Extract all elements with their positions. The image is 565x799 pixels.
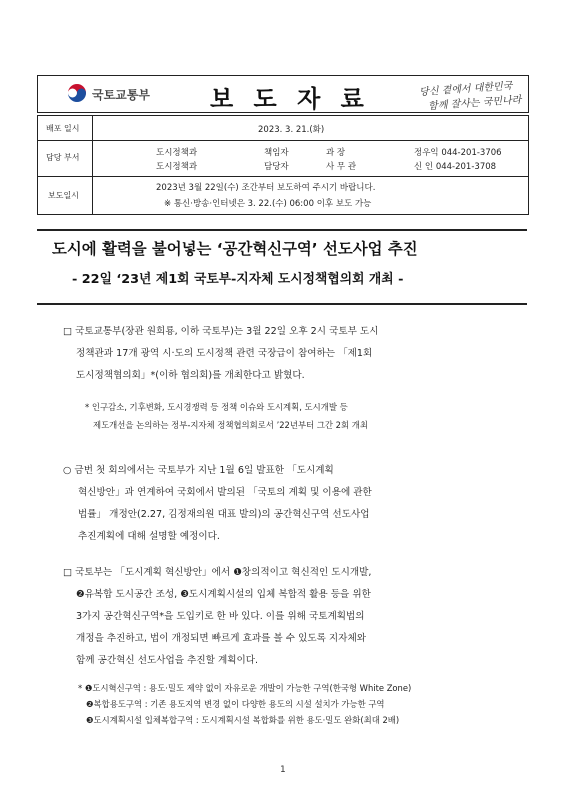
headline-subtitle: - 22일 ‘23년 제1회 국토부-지자체 도시정책협의회 개최 - <box>72 272 404 287</box>
dept2: 도시정책과 <box>156 162 198 172</box>
headline-title: 도시에 활력을 불어넣는 ‘공간혁신구역’ 선도사업 추진 <box>52 240 418 258</box>
slogan-line2: 함께 잘사는 국민나라 <box>427 94 522 113</box>
report-label: 보도일시 <box>48 191 79 200</box>
page-title: 보 도 자 료 <box>210 85 370 113</box>
name2: 사 무 관 <box>326 162 357 172</box>
paragraph-2-line2: ❷유복합 도시공간 조성, ❸도시계획시설의 입체 복합적 활용 등을 위한 <box>76 589 371 600</box>
footnote-2: ❷복합용도구역 : 기존 용도지역 변경 없이 다양한 용도의 시설 설치가 가능한 구역 <box>86 699 385 709</box>
name1: 과 장 <box>326 148 346 158</box>
report-line1: 2023년 3월 22일(수) 조간부터 보도하여 주시기 바랍니다. <box>156 183 376 193</box>
paragraph-1-line2: 정책관과 17개 광역 시·도의 도시정책 관련 국장급이 참여하는 「제1회 <box>76 348 373 359</box>
contact1: 정우익 044-201-3706 <box>414 148 502 158</box>
date-label: 배포 일시 <box>46 124 80 133</box>
note-1-line1: * 인구감소, 기후변화, 도시경쟁력 등 정책 이슈와 도시계획, 도시개발 등 <box>85 402 348 412</box>
bullet-1-line4: 추진계획에 대해 설명할 예정이다. <box>78 531 220 542</box>
ministry-logo-icon <box>66 82 88 104</box>
bullet-1-line2: 혁신방안」과 연계하여 국회에서 발의된 「국토의 계획 및 이용에 관한 <box>78 487 372 498</box>
dept-label: 담당 부서 <box>46 153 80 162</box>
note-1-line2: 제도개선을 논의하는 정부-지자체 정책협의회로서 ’22년부터 그간 2회 개최 <box>93 420 368 430</box>
paragraph-2-line5: 함께 공간혁신 선도사업을 추진할 계획이다. <box>76 655 259 666</box>
report-line2: ※ 통신·방송·인터넷은 3. 22.(수) 06:00 이후 보도 가능 <box>164 199 372 209</box>
bullet-1-line3: 법률」 개정안(2.27, 김정재의원 대표 발의)의 공간혁신구역 선도사업 <box>78 509 370 520</box>
dept1: 도시정책과 <box>156 148 198 158</box>
footnote-1: * ❶도시혁신구역 : 용도·밀도 제약 없이 자유로운 개발이 가능한 구역(한국형 White Zone) <box>78 683 412 693</box>
role1: 책임자 <box>264 148 289 158</box>
ministry-name: 국토교통부 <box>92 88 150 102</box>
paragraph-2-line3: 3가지 공간혁신구역*을 도입키로 한 바 있다. 이를 위해 국토계획법의 <box>76 611 365 622</box>
contact2: 신 인 044-201-3708 <box>414 162 497 172</box>
paragraph-1-line1: □ 국토교통부(장관 원희룡, 이하 국토부)는 3월 22일 오후 2시 국토부 도시 <box>63 326 379 337</box>
paragraph-2-line4: 개정을 추진하고, 법이 개정되면 빠르게 효과를 볼 수 있도록 지자체와 <box>76 633 366 644</box>
footnote-3: ❸도시계획시설 입체복합구역 : 도시계획시설 복합화를 위한 용도·밀도 완화(최대 2배) <box>86 715 400 725</box>
bullet-1-line1: ○ 금번 첫 회의에서는 국토부가 지난 1월 6일 발표한 「도시계획 <box>63 465 334 476</box>
role2: 담당자 <box>264 162 289 172</box>
paragraph-1-line3: 도시정책협의회」*(이하 협의회)를 개최한다고 밝혔다. <box>76 370 305 381</box>
slogan-line1: 당신 곁에서 대한민국 <box>418 80 513 99</box>
page-number: 1 <box>280 765 286 775</box>
paragraph-2-line1: □ 국토부는 「도시계획 혁신방안」에서 ❶창의적이고 혁신적인 도시개발, <box>63 567 372 578</box>
date-value: 2023. 3. 21.(화) <box>258 125 325 135</box>
